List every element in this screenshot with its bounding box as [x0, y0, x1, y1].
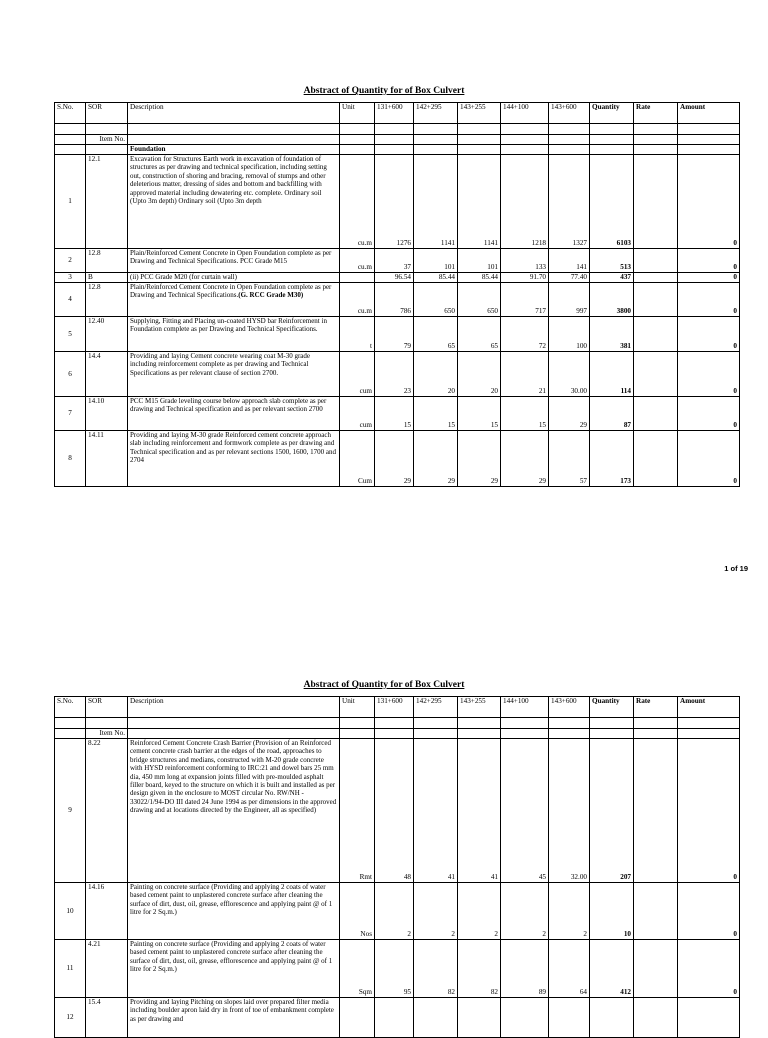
- row-ch2: 82: [414, 940, 458, 998]
- row-ch2: 65: [414, 317, 458, 352]
- row-ch1: 29: [375, 431, 414, 487]
- row-ch5: 141: [549, 249, 590, 273]
- row-sno: 4: [55, 283, 86, 317]
- row-sor: 8.22: [86, 739, 128, 883]
- row-ch5: 57: [549, 431, 590, 487]
- row-rate: [634, 317, 678, 352]
- row-amount: 0: [678, 739, 740, 883]
- row-amount: 0: [678, 249, 740, 273]
- row-ch3: 29: [458, 431, 501, 487]
- row-unit: cum: [340, 397, 375, 431]
- row-sor: 12.1: [86, 155, 128, 249]
- row-quantity: 10: [590, 883, 634, 940]
- row-ch4: 45: [501, 739, 549, 883]
- header-ch4: 144+100: [501, 697, 549, 718]
- row-ch3: 82: [458, 940, 501, 998]
- row-description: [128, 317, 340, 352]
- row-description: [128, 397, 340, 431]
- row-amount: 0: [678, 352, 740, 397]
- row-sno: 11: [55, 940, 86, 998]
- row-description: [128, 940, 340, 998]
- row-amount: 0: [678, 883, 740, 940]
- table-row: [55, 317, 740, 352]
- row-description: [128, 273, 340, 283]
- row-ch4: 89: [501, 940, 549, 998]
- item-no-row: [55, 135, 740, 145]
- row-rate: [634, 940, 678, 998]
- description-text: Providing and laying Cement concrete wearing coat M-30 grade including reinforcement complete as per drawing and Technical Specifications as per relevant clause of section 2700.: [130, 352, 310, 377]
- table-row: [55, 883, 740, 940]
- item-no-label: Item No.: [86, 135, 128, 145]
- row-ch2: 85.44: [414, 273, 458, 283]
- description-text: Reinforced Cement Concrete Crash Barrier (Provision of an Reinforced cement concrete crash barrier at the edges of the road, approaches to bridge structures and medians, constructed with M-20 grade concrete with HYSD reinforcement conforming to IRC:21 and dowel bars 25 mm dia, 450 mm long at expansion joints filled with pre-moulded asphalt filler board, keyed to the structure on which it is built and installed as per design given in the enclosure to MOST circular No. RW/NH - 33022/1/94-DO III dated 24 June 1994 as per dimensions in the approved drawing and at locations directed by the Engineer, all as specified): [130, 739, 337, 815]
- row-ch2: 101: [414, 249, 458, 273]
- description-text: Plain/Reinforced Cement Concrete in Open Foundation complete as per Drawing and Technical Specifications. PCC Grade M15: [130, 249, 332, 266]
- page-title-1: Abstract of Quantity for of Box Culvert: [303, 86, 465, 96]
- row-ch5: 1327: [549, 155, 590, 249]
- row-rate: [634, 998, 678, 1038]
- row-ch1: 786: [375, 283, 414, 317]
- row-ch2: 15: [414, 397, 458, 431]
- row-sno: 5: [55, 317, 86, 352]
- header-amount: Amount: [678, 103, 740, 124]
- row-ch3: 20: [458, 352, 501, 397]
- header-sno: S.No.: [55, 103, 86, 124]
- table-header-row: [55, 697, 740, 718]
- row-ch3: 650: [458, 283, 501, 317]
- row-ch1: 96.54: [375, 273, 414, 283]
- section-row: [55, 145, 740, 155]
- row-sno: 8: [55, 431, 86, 487]
- row-ch5: 29: [549, 397, 590, 431]
- row-ch3: 41: [458, 739, 501, 883]
- row-ch2: [414, 998, 458, 1038]
- table-row: [55, 998, 740, 1038]
- description-text: Providing and laying M-30 grade Reinforced cement concrete approach slab including reinforcement and formwork complete as per drawing and Technical specification and as per relevant sections 1500, 1600, 1700 and 2704: [130, 431, 336, 465]
- header-rate: Rate: [634, 697, 678, 718]
- description-text: (ii) PCC Grade M20 (for curtain wall): [130, 273, 237, 281]
- header-ch3: 143+255: [458, 697, 501, 718]
- row-unit: Sqm: [340, 940, 375, 998]
- description-text: Providing and laying Pitching on slopes laid over prepared filter media including boulder apron laid dry in front of toe of embankment complete as per drawing and: [130, 998, 334, 1023]
- row-sor: B: [86, 273, 128, 283]
- row-ch1: 95: [375, 940, 414, 998]
- page-title-2: Abstract of Quantity for of Box Culvert: [303, 680, 465, 690]
- row-sno: 10: [55, 883, 86, 940]
- header-quantity: Quantity: [590, 697, 634, 718]
- row-unit: cu.m: [340, 249, 375, 273]
- row-ch3: 65: [458, 317, 501, 352]
- table-row: [55, 739, 740, 883]
- row-ch5: 100: [549, 317, 590, 352]
- table-row: [55, 283, 740, 317]
- row-amount: 0: [678, 273, 740, 283]
- row-ch4: [501, 998, 549, 1038]
- row-ch5: 77.40: [549, 273, 590, 283]
- table-row: [55, 940, 740, 998]
- row-quantity: [590, 998, 634, 1038]
- header-unit: Unit: [340, 697, 375, 718]
- row-ch2: 650: [414, 283, 458, 317]
- quantity-table-2: [54, 696, 740, 1038]
- row-amount: [678, 998, 740, 1038]
- row-description: [128, 431, 340, 487]
- row-unit: cu.m: [340, 155, 375, 249]
- header-ch2: 142+295: [414, 103, 458, 124]
- row-sno: 7: [55, 397, 86, 431]
- section-foundation: Foundation: [128, 145, 340, 155]
- row-amount: 0: [678, 940, 740, 998]
- row-ch4: 15: [501, 397, 549, 431]
- description-text: Supplying, Fitting and Placing un-coated HYSD bar Reinforcement in Foundation complete as per Drawing and Technical Specifications.: [130, 317, 327, 334]
- row-description: [128, 283, 340, 317]
- row-quantity: 173: [590, 431, 634, 487]
- row-rate: [634, 883, 678, 940]
- header-sor: SOR: [86, 103, 128, 124]
- row-quantity: 381: [590, 317, 634, 352]
- header-ch5: 143+600: [549, 697, 590, 718]
- spacer-row: [55, 718, 740, 729]
- row-ch4: 29: [501, 431, 549, 487]
- header-amount: Amount: [678, 697, 740, 718]
- row-quantity: 114: [590, 352, 634, 397]
- row-unit: cu.m: [340, 283, 375, 317]
- row-ch3: 15: [458, 397, 501, 431]
- table-row: [55, 397, 740, 431]
- header-description: Description: [128, 103, 340, 124]
- quantity-table-1: [54, 102, 740, 487]
- row-rate: [634, 431, 678, 487]
- row-ch2: 41: [414, 739, 458, 883]
- row-ch1: 48: [375, 739, 414, 883]
- row-sor: 14.11: [86, 431, 128, 487]
- row-description: [128, 155, 340, 249]
- header-quantity: Quantity: [590, 103, 634, 124]
- row-sor: 14.4: [86, 352, 128, 397]
- table-row: [55, 352, 740, 397]
- item-no-label: Item No.: [86, 729, 128, 739]
- row-rate: [634, 283, 678, 317]
- row-unit: [340, 998, 375, 1038]
- spacer-row: [55, 124, 740, 135]
- table-row: [55, 273, 740, 283]
- row-quantity: 412: [590, 940, 634, 998]
- row-sor: 12.8: [86, 249, 128, 273]
- row-sno: 1: [55, 155, 86, 249]
- row-ch1: 15: [375, 397, 414, 431]
- row-unit: t: [340, 317, 375, 352]
- row-ch5: 64: [549, 940, 590, 998]
- table-row: [55, 249, 740, 273]
- row-sor: 12.40: [86, 317, 128, 352]
- row-quantity: 437: [590, 273, 634, 283]
- row-ch4: 133: [501, 249, 549, 273]
- row-quantity: 6103: [590, 155, 634, 249]
- description-text: PCC M15 Grade leveling course below approach slab complete as per drawing and Technical specification and as per relevant section 2700: [130, 397, 327, 414]
- row-amount: 0: [678, 317, 740, 352]
- header-ch2: 142+295: [414, 697, 458, 718]
- row-ch3: 2: [458, 883, 501, 940]
- row-ch1: 37: [375, 249, 414, 273]
- row-ch4: 2: [501, 883, 549, 940]
- row-sor: 15.4: [86, 998, 128, 1038]
- row-unit: Rmt: [340, 739, 375, 883]
- row-ch2: 1141: [414, 155, 458, 249]
- row-sno: 6: [55, 352, 86, 397]
- row-ch4: 72: [501, 317, 549, 352]
- row-quantity: 87: [590, 397, 634, 431]
- row-ch3: [458, 998, 501, 1038]
- row-ch4: 1218: [501, 155, 549, 249]
- header-ch3: 143+255: [458, 103, 501, 124]
- row-amount: 0: [678, 155, 740, 249]
- row-ch3: 85.44: [458, 273, 501, 283]
- row-ch2: 29: [414, 431, 458, 487]
- row-unit: cum: [340, 352, 375, 397]
- row-unit: Cum: [340, 431, 375, 487]
- row-description: [128, 739, 340, 883]
- header-ch4: 144+100: [501, 103, 549, 124]
- row-rate: [634, 397, 678, 431]
- row-sno: 12: [55, 998, 86, 1038]
- row-quantity: 513: [590, 249, 634, 273]
- header-description: Description: [128, 697, 340, 718]
- table-row: [55, 155, 740, 249]
- row-description: [128, 249, 340, 273]
- header-ch1: 131+600: [375, 103, 414, 124]
- row-amount: 0: [678, 431, 740, 487]
- row-ch1: 79: [375, 317, 414, 352]
- row-ch3: 1141: [458, 155, 501, 249]
- row-unit: [340, 273, 375, 283]
- row-rate: [634, 739, 678, 883]
- row-ch2: 2: [414, 883, 458, 940]
- header-unit: Unit: [340, 103, 375, 124]
- row-ch1: [375, 998, 414, 1038]
- row-sor: 14.16: [86, 883, 128, 940]
- row-sno: 9: [55, 739, 86, 883]
- row-ch5: 30.00: [549, 352, 590, 397]
- row-ch3: 101: [458, 249, 501, 273]
- table-row: [55, 431, 740, 487]
- row-ch4: 91.70: [501, 273, 549, 283]
- description-text: Painting on concrete surface (Providing and applying 2 coats of water based cement paint to unplastered concrete surface after cleaning the surface of dirt, dust, oil, grease, efflorescence and applying paint @ of 1 litre for 2 Sq.m.): [130, 883, 333, 917]
- table-header-row: [55, 103, 740, 124]
- item-no-row: [55, 729, 740, 739]
- row-rate: [634, 249, 678, 273]
- row-description: [128, 883, 340, 940]
- row-rate: [634, 352, 678, 397]
- row-ch5: 2: [549, 883, 590, 940]
- description-text: Painting on concrete surface (Providing and applying 2 coats of water based cement paint to unplastered concrete surface after cleaning the surface of dirt, dust, oil, grease, efflorescence and applying paint @ of 1 litre for 2 Sq.m.): [130, 940, 333, 974]
- row-ch1: 2: [375, 883, 414, 940]
- row-ch4: 717: [501, 283, 549, 317]
- row-sor: 14.10: [86, 397, 128, 431]
- row-description: [128, 352, 340, 397]
- header-ch1: 131+600: [375, 697, 414, 718]
- row-rate: [634, 273, 678, 283]
- row-ch1: 1276: [375, 155, 414, 249]
- row-ch1: 23: [375, 352, 414, 397]
- description-text: Plain/Reinforced Cement Concrete in Open Foundation complete as per Drawing and Technical Specifications.: [130, 283, 332, 300]
- header-rate: Rate: [634, 103, 678, 124]
- row-rate: [634, 155, 678, 249]
- row-ch2: 20: [414, 352, 458, 397]
- row-sno: 3: [55, 273, 86, 283]
- description-bold-text: (G. RCC Grade M30): [238, 291, 304, 300]
- row-ch4: 21: [501, 352, 549, 397]
- row-sno: 2: [55, 249, 86, 273]
- description-text: Excavation for Structures Earth work in excavation of foundation of structures as per drawing and technical specification, including setting out, construction of shoring and bracing, removal of stumps and other deleterious matter, dressing of sides and bottom and backfilling with approved material including dewatering etc. complete. Ordinary soil (Upto 3m depth) Ordinary soil (Upto 3m depth: [130, 155, 327, 205]
- header-sno: S.No.: [55, 697, 86, 718]
- row-sor: 4.21: [86, 940, 128, 998]
- row-amount: 0: [678, 283, 740, 317]
- header-ch5: 143+600: [549, 103, 590, 124]
- row-ch5: 32.00: [549, 739, 590, 883]
- row-ch5: 997: [549, 283, 590, 317]
- page-number: 1 of 19: [724, 564, 748, 573]
- row-amount: 0: [678, 397, 740, 431]
- header-sor: SOR: [86, 697, 128, 718]
- row-ch5: [549, 998, 590, 1038]
- row-quantity: 207: [590, 739, 634, 883]
- row-quantity: 3800: [590, 283, 634, 317]
- row-unit: Nos: [340, 883, 375, 940]
- row-sor: 12.8: [86, 283, 128, 317]
- row-description: [128, 998, 340, 1038]
